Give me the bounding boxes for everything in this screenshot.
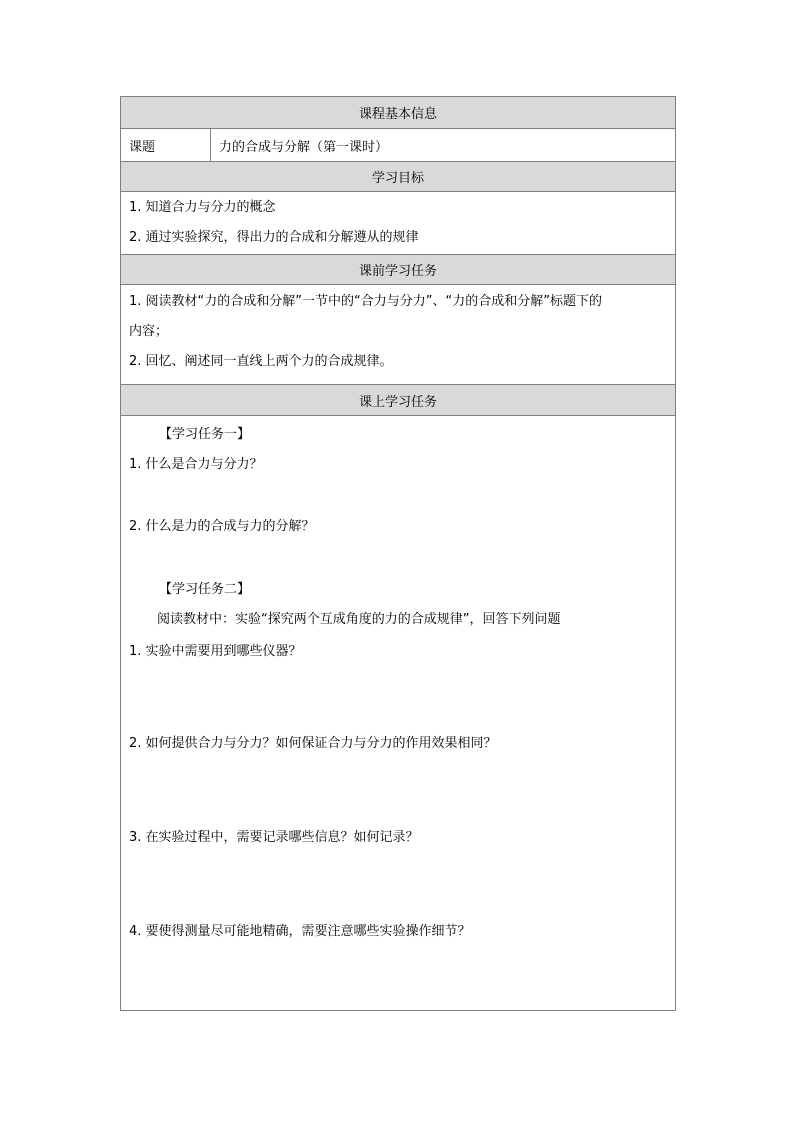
objectives-row	[121, 192, 676, 255]
task1-question-1: 1. 什么是合力与分力？	[129, 457, 263, 472]
task2-title: 【学习任务二】	[159, 582, 251, 597]
objective-item-1: 1. 知道合力与分力的概念	[129, 200, 276, 215]
topic-row	[121, 129, 676, 162]
topic-label: 课题	[121, 129, 211, 162]
in-class-tasks-row	[121, 416, 676, 1011]
section-title-pre-tasks: 课前学习任务	[121, 255, 676, 285]
section-title-objectives: 学习目标	[121, 162, 676, 192]
objectives-cell	[121, 192, 676, 255]
pre-task-item-1-line2: 内容；	[129, 324, 169, 339]
pre-task-item-1-line1: 1. 阅读教材“力的合成和分解”一节中的“合力与分力”、“力的合成和分解”标题下的	[129, 294, 602, 309]
in-class-tasks-cell	[121, 416, 676, 1011]
section-header-basic-info	[121, 97, 676, 129]
task2-question-4: 4. 要使得测量尽可能地精确，需要注意哪些实验操作细节？	[129, 924, 471, 939]
task2-question-1: 1. 实验中需要用到哪些仪器？	[129, 644, 302, 659]
task2-question-2: 2. 如何提供合力与分力？如何保证合力与分力的作用效果相同？	[129, 736, 497, 751]
section-title-basic-info: 课程基本信息	[121, 97, 676, 129]
pre-task-item-2: 2. 回忆、阐述同一直线上两个力的合成规律。	[129, 354, 393, 369]
task2-question-3: 3. 在实验过程中，需要记录哪些信息？如何记录？	[129, 830, 419, 845]
section-header-objectives	[121, 162, 676, 192]
lesson-plan-table	[120, 96, 676, 1011]
objective-item-2: 2. 通过实验探究，得出力的合成和分解遵从的规律	[129, 230, 419, 245]
pre-tasks-cell	[121, 285, 676, 385]
topic-value: 力的合成与分解（第一课时）	[211, 129, 676, 162]
pre-tasks-row	[121, 285, 676, 385]
task1-title: 【学习任务一】	[159, 427, 251, 442]
section-header-pre-tasks	[121, 255, 676, 285]
section-title-in-class-tasks: 课上学习任务	[121, 385, 676, 416]
task1-question-2: 2. 什么是力的合成与力的分解？	[129, 519, 315, 534]
task2-intro: 阅读教材中：实验“探究两个互成角度的力的合成规律”，回答下列问题	[157, 612, 561, 627]
section-header-in-class-tasks	[121, 385, 676, 416]
